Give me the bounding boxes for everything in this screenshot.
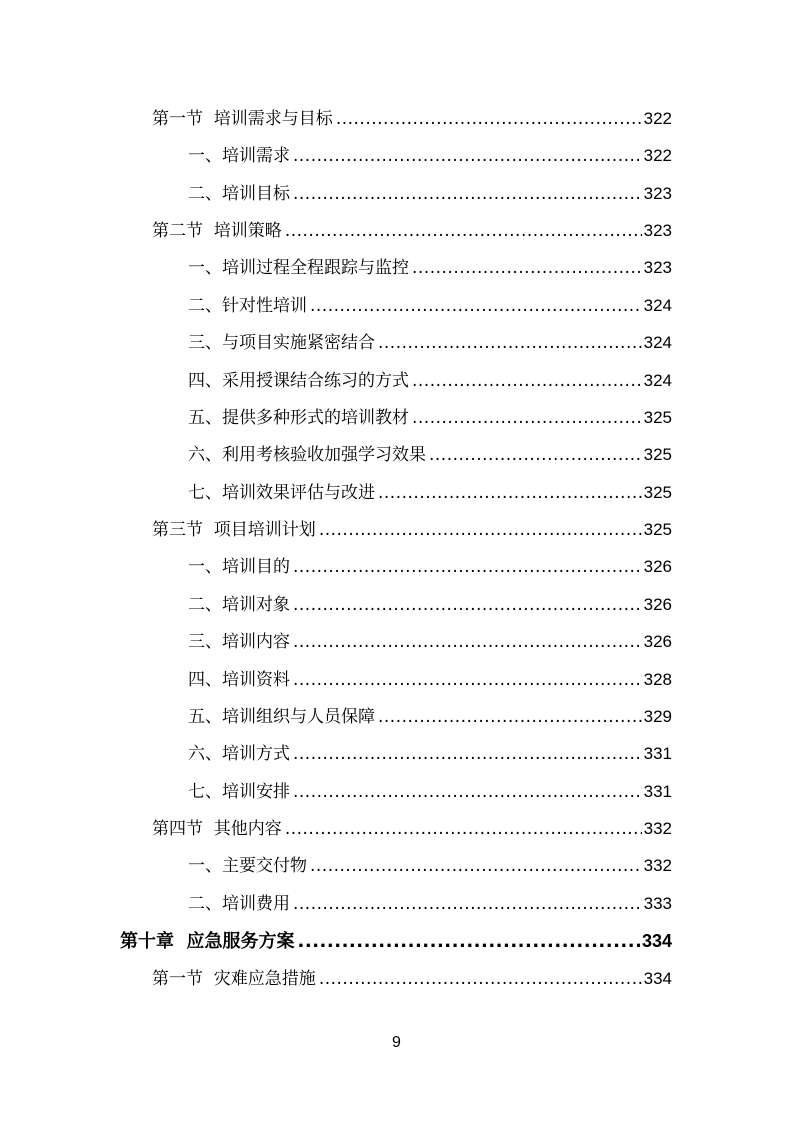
toc-entry-title: 第十章 应急服务方案	[120, 931, 295, 952]
toc-entry-page: 323	[643, 258, 672, 277]
toc-leader	[319, 515, 642, 545]
toc-entry-title: 第一节 培训需求与目标	[152, 109, 333, 129]
toc-entry-title: 第四节 其他内容	[152, 819, 282, 839]
toc-entry-page: 323	[643, 184, 672, 203]
toc-leader	[378, 328, 642, 358]
toc-entry-page: 326	[643, 557, 672, 576]
toc-entry-title: 五、培训组织与人员保障	[188, 707, 375, 727]
toc-entry-page: 333	[643, 894, 672, 913]
toc-entry-page: 329	[643, 707, 672, 726]
toc-entry-title: 七、培训效果评估与改进	[188, 483, 375, 503]
toc-entry-page: 332	[643, 819, 672, 838]
toc-entry-title: 一、培训需求	[188, 146, 290, 166]
toc-leader	[293, 179, 642, 209]
toc-leader	[310, 851, 642, 881]
toc-entry-title: 一、主要交付物	[188, 856, 307, 876]
toc-entry[interactable]	[188, 253, 672, 283]
toc-entry-page: 331	[643, 744, 672, 763]
toc-leader	[285, 216, 642, 246]
toc-entry-page: 326	[643, 595, 672, 614]
toc-entry-title: 四、培训资料	[188, 670, 290, 690]
toc-entry[interactable]	[188, 328, 672, 358]
toc-leader	[293, 627, 642, 657]
toc-entry[interactable]	[188, 366, 672, 396]
toc-entry-page: 323	[643, 221, 672, 240]
toc-entry-page: 328	[643, 670, 672, 689]
toc-leader	[293, 665, 642, 695]
page-number: 9	[392, 1034, 401, 1051]
toc-entry[interactable]	[152, 814, 672, 844]
toc-entry-title: 第三节 项目培训计划	[152, 520, 316, 540]
toc-entry-title: 第一节 灾难应急措施	[152, 969, 316, 989]
toc-entry[interactable]	[188, 403, 672, 433]
toc-leader	[310, 291, 642, 321]
toc-entry-title: 四、采用授课结合练习的方式	[188, 371, 409, 391]
toc-entry-page: 334	[641, 931, 672, 951]
toc-leader	[293, 552, 642, 582]
toc-entry[interactable]	[188, 665, 672, 695]
toc-entry-page: 322	[643, 109, 672, 128]
toc-entry-page: 325	[643, 445, 672, 464]
toc-leader	[378, 702, 642, 732]
toc-entry[interactable]	[188, 851, 672, 881]
toc-entry-page: 324	[643, 333, 672, 352]
toc-entry[interactable]	[188, 478, 672, 508]
toc-entry-title: 第二节 培训策略	[152, 221, 282, 241]
toc-entry[interactable]	[188, 627, 672, 657]
toc-entry-title: 二、培训费用	[188, 894, 290, 914]
toc-entry[interactable]	[188, 889, 672, 919]
toc-entry[interactable]	[188, 777, 672, 807]
toc-leader	[412, 253, 642, 283]
toc-leader	[285, 814, 642, 844]
toc-entry[interactable]	[188, 590, 672, 620]
toc-entry[interactable]	[152, 515, 672, 545]
toc-entry-title: 三、培训内容	[188, 632, 290, 652]
toc-entry[interactable]	[152, 216, 672, 246]
toc-entry-page: 324	[643, 371, 672, 390]
toc-entry-title: 一、培训过程全程跟踪与监控	[188, 258, 409, 278]
toc-leader	[378, 478, 642, 508]
toc-entry-title: 五、提供多种形式的培训教材	[188, 408, 409, 428]
toc-entry-chapter[interactable]	[120, 926, 672, 956]
toc-leader	[293, 141, 642, 171]
toc-leader	[319, 964, 642, 994]
toc-entry-title: 一、培训目的	[188, 557, 290, 577]
toc-leader	[412, 403, 642, 433]
toc-entry-page: 325	[643, 520, 672, 539]
toc-entry[interactable]	[188, 552, 672, 582]
toc-entry-title: 三、与项目实施紧密结合	[188, 333, 375, 353]
toc-entry-page: 322	[643, 146, 672, 165]
toc-leader	[412, 366, 642, 396]
toc-entry-title: 六、利用考核验收加强学习效果	[188, 445, 426, 465]
toc-entry[interactable]	[188, 702, 672, 732]
toc-leader	[298, 927, 640, 957]
toc-leader	[293, 590, 642, 620]
toc-entry-title: 二、培训对象	[188, 595, 290, 615]
toc-entry[interactable]	[152, 964, 672, 994]
toc-entry[interactable]	[188, 440, 672, 470]
toc-leader	[429, 440, 642, 470]
toc-entry-page: 325	[643, 483, 672, 502]
toc-entry[interactable]	[188, 291, 672, 321]
toc-leader	[336, 104, 642, 134]
toc-entry[interactable]	[188, 739, 672, 769]
toc-entry-title: 六、培训方式	[188, 744, 290, 764]
toc-leader	[293, 777, 642, 807]
toc-entry-page: 324	[643, 296, 672, 315]
toc-leader	[293, 889, 642, 919]
toc-entry[interactable]	[188, 141, 672, 171]
toc-entry-page: 325	[643, 408, 672, 427]
toc-entry-page: 332	[643, 856, 672, 875]
toc-entry-title: 二、培训目标	[188, 184, 290, 204]
toc-entry-page: 334	[643, 969, 672, 988]
toc-entry-title: 二、针对性培训	[188, 296, 307, 316]
toc-entry[interactable]	[188, 179, 672, 209]
toc-leader	[293, 739, 642, 769]
toc-entry-title: 七、培训安排	[188, 782, 290, 802]
toc-entry[interactable]	[152, 104, 672, 134]
toc-entry-page: 331	[643, 782, 672, 801]
toc-entry-page: 326	[643, 632, 672, 651]
